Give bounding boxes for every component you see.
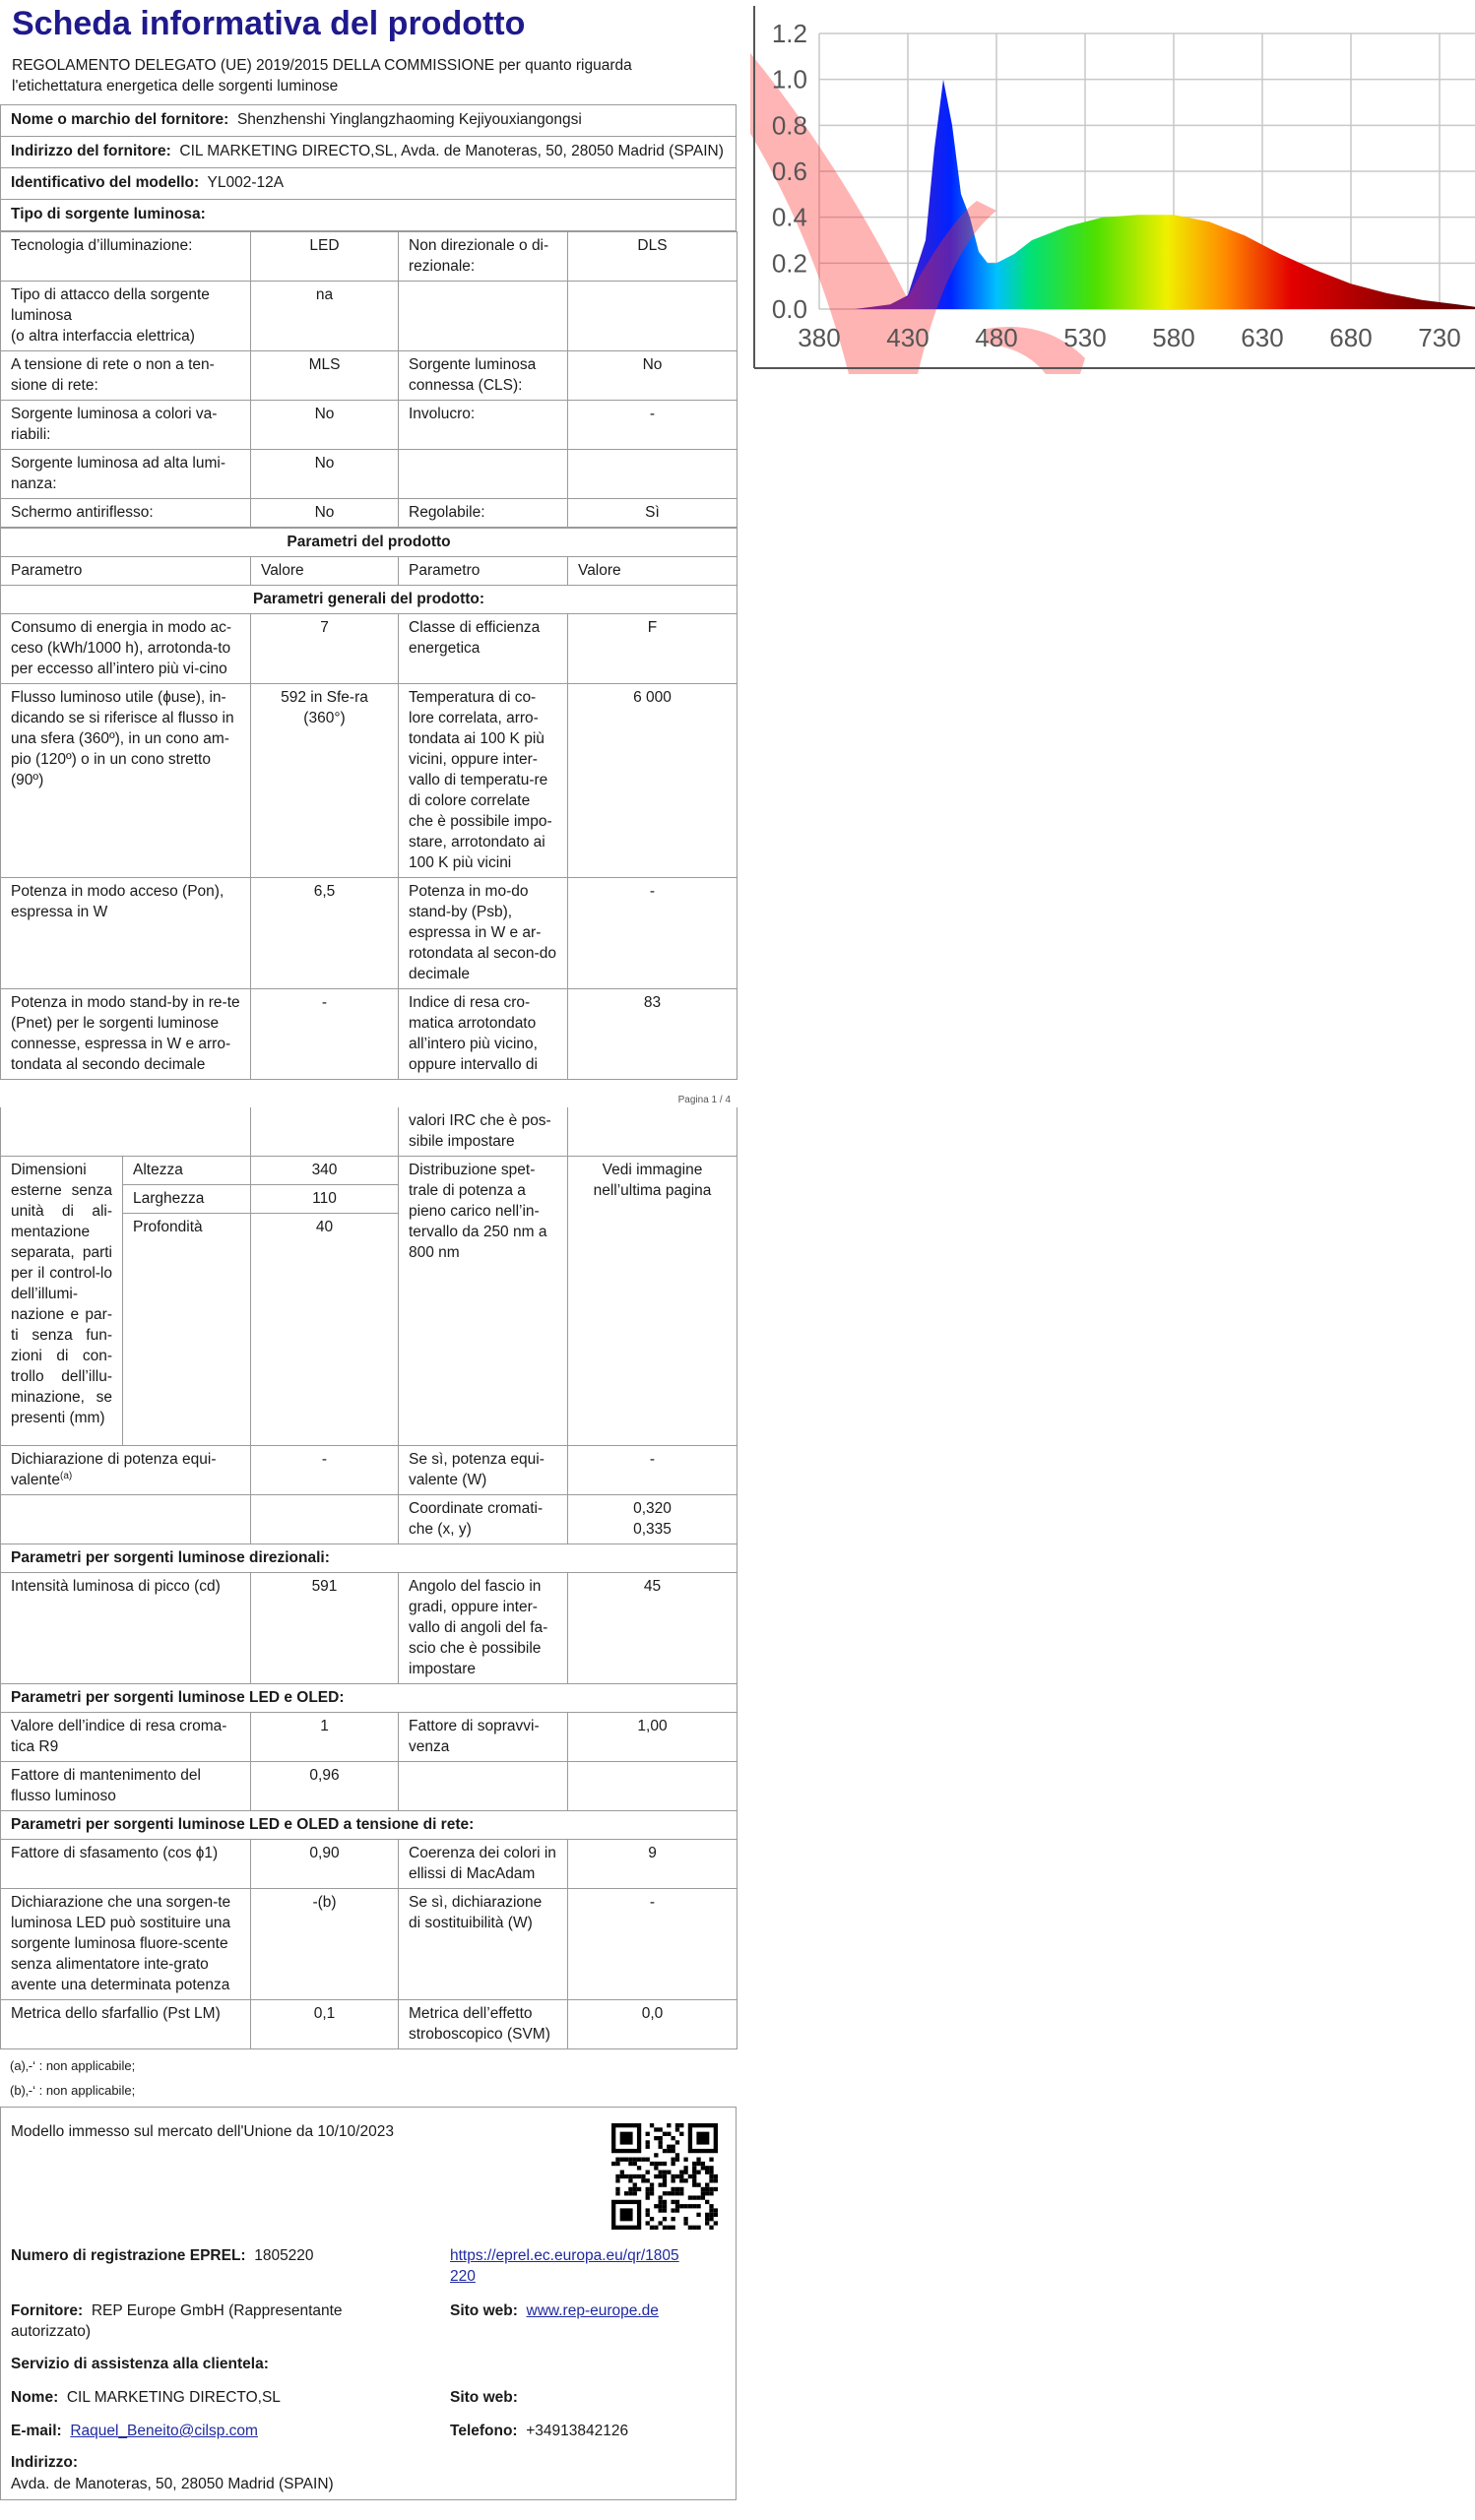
source-type-value: MLS — [251, 351, 399, 401]
address-value: CIL MARKETING DIRECTO,SL, Avda. de Manoteras, 50, 28050 Madrid (SPAIN) — [179, 143, 724, 159]
email-label: E-mail: — [11, 2423, 62, 2439]
x-tick-label: 680 — [1329, 323, 1373, 352]
address-label: Indirizzo del fornitore: — [11, 143, 171, 159]
general-row — [1, 614, 738, 684]
general-param: Consumo di energia in modo ac-ceso (kWh/1000 h), arrotonda-to per eccesso all’intero più vi-cino — [1, 614, 251, 684]
general-value: 6 000 — [568, 684, 738, 878]
source-type-header: Tipo di sorgente luminosa: — [0, 200, 737, 231]
general-param: Indice di resa cro-matica arrotondato all’intero più vicino, oppure intervallo di — [399, 989, 568, 1080]
equiv-w-value: - — [568, 1446, 738, 1495]
directional-header: Parametri per sorgenti luminose direzionali: — [1, 1544, 738, 1573]
model-row — [0, 168, 737, 200]
general-value: 83 — [568, 989, 738, 1080]
regulation-text: REGOLAMENTO DELEGATO (UE) 2019/2015 DELLA COMMISSIONE per quanto riguarda l'etichettatura energetica delle sorgenti luminose — [0, 45, 737, 105]
source-type-param: Sorgente luminosa ad alta lumi-nanza: — [1, 450, 251, 499]
source-type-param: Tecnologia d’illuminazione: — [1, 232, 251, 282]
supplier-row — [0, 105, 737, 137]
dir-value-2: 45 — [568, 1573, 738, 1684]
mains-param-replace-w: Se sì, dichiarazione di sostituibilità (W) — [399, 1889, 568, 2000]
general-param: Temperatura di co-lore correlata, arro-tondata ai 100 K più vicini, oppure inter-vallo di temperatu-re di colore correlate che è possibile impo-stare, arrotondato ai 100 K più vicini — [399, 684, 568, 878]
dim-depth-value: 40 — [251, 1214, 399, 1446]
source-type-param: Non direzionale o di-rezionale: — [399, 232, 568, 282]
dim-width-label: Larghezza — [123, 1185, 251, 1214]
equiv-value: - — [251, 1446, 399, 1495]
registration-box — [0, 2107, 737, 2500]
source-type-value: na — [251, 282, 399, 351]
address2-label: Indirizzo: — [11, 2454, 79, 2471]
chroma-label: Coordinate cromati-che (x, y) — [399, 1495, 568, 1544]
general-value: 592 in Sfe-ra (360°) — [251, 684, 399, 878]
model-label: Identificativo del modello: — [11, 174, 200, 191]
page-break — [0, 1080, 737, 1107]
chroma-y: 0,335 — [633, 1521, 672, 1538]
equiv-label: Dichiarazione di potenza equi-valente — [11, 1451, 217, 1488]
general-header: Parametri generali del prodotto: — [1, 586, 738, 614]
source-type-param: Tipo di attacco della sorgente luminosa (o altra interfaccia elettrica) — [1, 282, 251, 351]
supplier-label: Nome o marchio del fornitore: — [11, 111, 229, 128]
x-tick-label: 430 — [886, 323, 930, 352]
dir-value-1: 591 — [251, 1573, 399, 1684]
mains-param-macadam: Coerenza dei colori in ellissi di MacAdam — [399, 1840, 568, 1889]
source-type-value: No — [568, 351, 738, 401]
footnote-b: (b)‚-‘ : non applicabile; — [10, 2083, 136, 2098]
source-type-row — [1, 401, 738, 450]
general-value: 7 — [251, 614, 399, 684]
dir-param-2: Angolo del fascio in gradi, oppure inter-vallo di angoli del fa-scio che è possibile impostare — [399, 1573, 568, 1684]
mains-param-cos: Fattore di sfasamento (cos ɸ1) — [1, 1840, 251, 1889]
mains-param-flicker: Metrica dello sfarfallio (Pst LM) — [1, 2000, 251, 2049]
supplier2-label: Fornitore: — [11, 2302, 84, 2319]
address-row — [0, 137, 737, 168]
dim-height-label: Altezza — [123, 1157, 251, 1185]
led-value-survival: 1,00 — [568, 1713, 738, 1762]
x-tick-label: 580 — [1152, 323, 1195, 352]
general-value: F — [568, 614, 738, 684]
name-label: Nome: — [11, 2389, 59, 2406]
x-tick-label: 480 — [975, 323, 1018, 352]
source-type-param: Schermo antiriflesso: — [1, 499, 251, 528]
dimensions-label: Dimensioni esterne senza unità di ali-mentazione separata, parti per il control-lo dell’illumi-nazione e par-ti senza fun-zioni di con-trollo dell’illu-minazione, se presenti (mm) — [1, 1157, 123, 1446]
general-row — [1, 989, 738, 1080]
led-empty-1 — [399, 1762, 568, 1811]
source-type-value: DLS — [568, 232, 738, 282]
source-type-value: No — [251, 450, 399, 499]
general-param: Classe di efficienza energetica — [399, 614, 568, 684]
source-type-value: No — [251, 499, 399, 528]
spd-value: Vedi immagine nell’ultima pagina — [568, 1157, 738, 1446]
phone-value: +34913842126 — [526, 2423, 629, 2439]
equiv-w-label: Se sì, potenza equi-valente (W) — [399, 1446, 568, 1495]
phone-row — [450, 2421, 628, 2441]
source-type-param: Sorgente luminosa a colori va-riabili: — [1, 401, 251, 450]
service-header: Servizio di assistenza alla clientela: — [11, 2356, 269, 2372]
y-tick-label: 1.0 — [771, 64, 807, 94]
mains-header: Parametri per sorgenti luminose LED e OLED a tensione di rete: — [1, 1811, 738, 1840]
cont-empty-2 — [251, 1107, 399, 1157]
equiv-label-cell — [1, 1446, 251, 1495]
product-info-sheet — [0, 0, 737, 2500]
general-value: 6,5 — [251, 878, 399, 989]
supplier-value: Shenzhenshi Yinglangzhaoming Kejiyouxiangongsi — [236, 111, 582, 128]
parameters-table — [0, 528, 738, 1080]
eprel-label: Numero di registrazione EPREL: — [11, 2247, 246, 2264]
params-header: Parametri del prodotto — [1, 529, 738, 557]
y-tick-label: 1.2 — [771, 19, 807, 48]
eprel-row — [11, 2245, 314, 2266]
cri-continued: valori IRC che è pos-sibile impostare — [399, 1107, 568, 1157]
y-tick-label: 0.6 — [771, 157, 807, 186]
eprel-value: 1805220 — [254, 2247, 314, 2264]
source-type-value: No — [251, 401, 399, 450]
x-tick-label: 730 — [1418, 323, 1461, 352]
chroma-empty-1 — [1, 1495, 251, 1544]
email-link[interactable]: Raquel_Beneito@cilsp.com — [70, 2423, 258, 2439]
supplier2-row — [11, 2300, 424, 2342]
source-type-param — [399, 282, 568, 351]
general-value: - — [251, 989, 399, 1080]
source-type-param — [399, 450, 568, 499]
general-param: Potenza in mo-do stand-by (Psb), espressa in W e ar-rotondata al secon-do decimale — [399, 878, 568, 989]
source-type-value: Sì — [568, 499, 738, 528]
col-value-1: Valore — [251, 557, 399, 586]
market-date-text: Modello immesso sul mercato dell'Unione da 10/10/2023 — [11, 2123, 394, 2140]
website-label: Sito web: — [450, 2302, 518, 2319]
source-type-value: LED — [251, 232, 399, 282]
source-type-row — [1, 351, 738, 401]
phone-label: Telefono: — [450, 2423, 518, 2439]
chroma-value — [568, 1495, 738, 1544]
y-tick-label: 0.0 — [771, 294, 807, 324]
mains-param-replace: Dichiarazione che una sorgen-te luminosa LED può sostituire una sorgente luminosa fluore-scente senza alimentatore inte-grato avente una determinata potenza — [1, 1889, 251, 2000]
chroma-x: 0,320 — [633, 1500, 672, 1517]
general-value: - — [568, 878, 738, 989]
dim-depth-label: Profondità — [123, 1214, 251, 1446]
cont-empty-3 — [568, 1107, 738, 1157]
chroma-empty-2 — [251, 1495, 399, 1544]
mains-value-flicker: 0,1 — [251, 2000, 399, 2049]
footnote-a: (a)‚-‘ : non applicabile; — [10, 2058, 136, 2073]
mains-value-replace: -(b) — [251, 1889, 399, 2000]
source-type-row — [1, 499, 738, 528]
qr-code-icon[interactable] — [611, 2123, 718, 2230]
y-tick-label: 0.2 — [771, 248, 807, 279]
equiv-sup: (a) — [59, 1470, 73, 1481]
y-tick-label: 0.8 — [771, 110, 807, 141]
general-param: Potenza in modo stand-by in re-te (Pnet) per le sorgenti luminose connesse, espressa in W e arro-tondata al secondo decimale — [1, 989, 251, 1080]
spectrum-area — [819, 80, 1475, 309]
website-row — [450, 2300, 659, 2321]
address2-value: Avda. de Manoteras, 50, 28050 Madrid (SPAIN) — [11, 2476, 334, 2492]
y-tick-label: 0.4 — [771, 202, 807, 232]
source-type-param: Regolabile: — [399, 499, 568, 528]
mains-value-svm: 0,0 — [568, 2000, 738, 2049]
website2-label: Sito web: — [450, 2389, 518, 2406]
spd-label: Distribuzione spet-trale di potenza a pieno carico nell’in-tervallo da 250 nm a 800 nm — [399, 1157, 568, 1446]
source-type-value — [568, 282, 738, 351]
supplier2-value: REP Europe GmbH (Rappresentante autorizzato) — [11, 2302, 343, 2340]
page-title: Scheda informativa del prodotto — [12, 5, 526, 42]
led-param-maintenance: Fattore di mantenimento del flusso luminoso — [1, 1762, 251, 1811]
source-type-param: Sorgente luminosa connessa (CLS): — [399, 351, 568, 401]
source-type-table — [0, 231, 738, 528]
led-value-maintenance: 0,96 — [251, 1762, 399, 1811]
source-type-row — [1, 282, 738, 351]
x-tick-label: 530 — [1063, 323, 1107, 352]
x-tick-label: 380 — [798, 323, 841, 352]
mains-value-replace-w: - — [568, 1889, 738, 2000]
name-row — [11, 2387, 281, 2408]
website-link[interactable]: www.rep-europe.de — [526, 2302, 659, 2319]
model-value: YL002-12A — [207, 174, 285, 191]
mains-value-cos: 0,90 — [251, 1840, 399, 1889]
source-type-param: A tensione di rete o non a ten-sione di rete: — [1, 351, 251, 401]
name-value: CIL MARKETING DIRECTO,SL — [66, 2389, 281, 2406]
led-param-survival: Fattore di sopravvi-venza — [399, 1713, 568, 1762]
led-value-r9: 1 — [251, 1713, 399, 1762]
mains-param-svm: Metrica dell’effetto stroboscopico (SVM) — [399, 2000, 568, 2049]
parameters-table-continued — [0, 1107, 738, 2049]
led-header: Parametri per sorgenti luminose LED e OLED: — [1, 1684, 738, 1713]
general-row — [1, 878, 738, 989]
led-empty-2 — [568, 1762, 738, 1811]
general-row — [1, 684, 738, 878]
led-param-r9: Valore dell’indice di resa croma-tica R9 — [1, 1713, 251, 1762]
x-tick-label: 630 — [1241, 323, 1284, 352]
dim-width-value: 110 — [251, 1185, 399, 1214]
spectral-chart — [750, 4, 1475, 374]
general-param: Potenza in modo acceso (Pon), espressa in W — [1, 878, 251, 989]
dir-param-1: Intensità luminosa di picco (cd) — [1, 1573, 251, 1684]
source-type-row — [1, 232, 738, 282]
page-number: Pagina 1 / 4 — [677, 1095, 731, 1105]
col-value-2: Valore — [568, 557, 738, 586]
eprel-link[interactable]: https://eprel.ec.europa.eu/qr/1805220 — [450, 2247, 679, 2285]
general-param: Flusso luminoso utile (ɸuse), in-dicando se si riferisce al flusso in una sfera (360º), in un cono am-pio (120º) o in un cono stretto (90º) — [1, 684, 251, 878]
mains-value-macadam: 9 — [568, 1840, 738, 1889]
source-type-value: - — [568, 401, 738, 450]
col-param-2: Parametro — [399, 557, 568, 586]
email-row — [11, 2421, 258, 2441]
source-type-value — [568, 450, 738, 499]
source-type-param: Involucro: — [399, 401, 568, 450]
dim-height-value: 340 — [251, 1157, 399, 1185]
source-type-row — [1, 450, 738, 499]
cont-empty-1 — [1, 1107, 251, 1157]
col-param-1: Parametro — [1, 557, 251, 586]
